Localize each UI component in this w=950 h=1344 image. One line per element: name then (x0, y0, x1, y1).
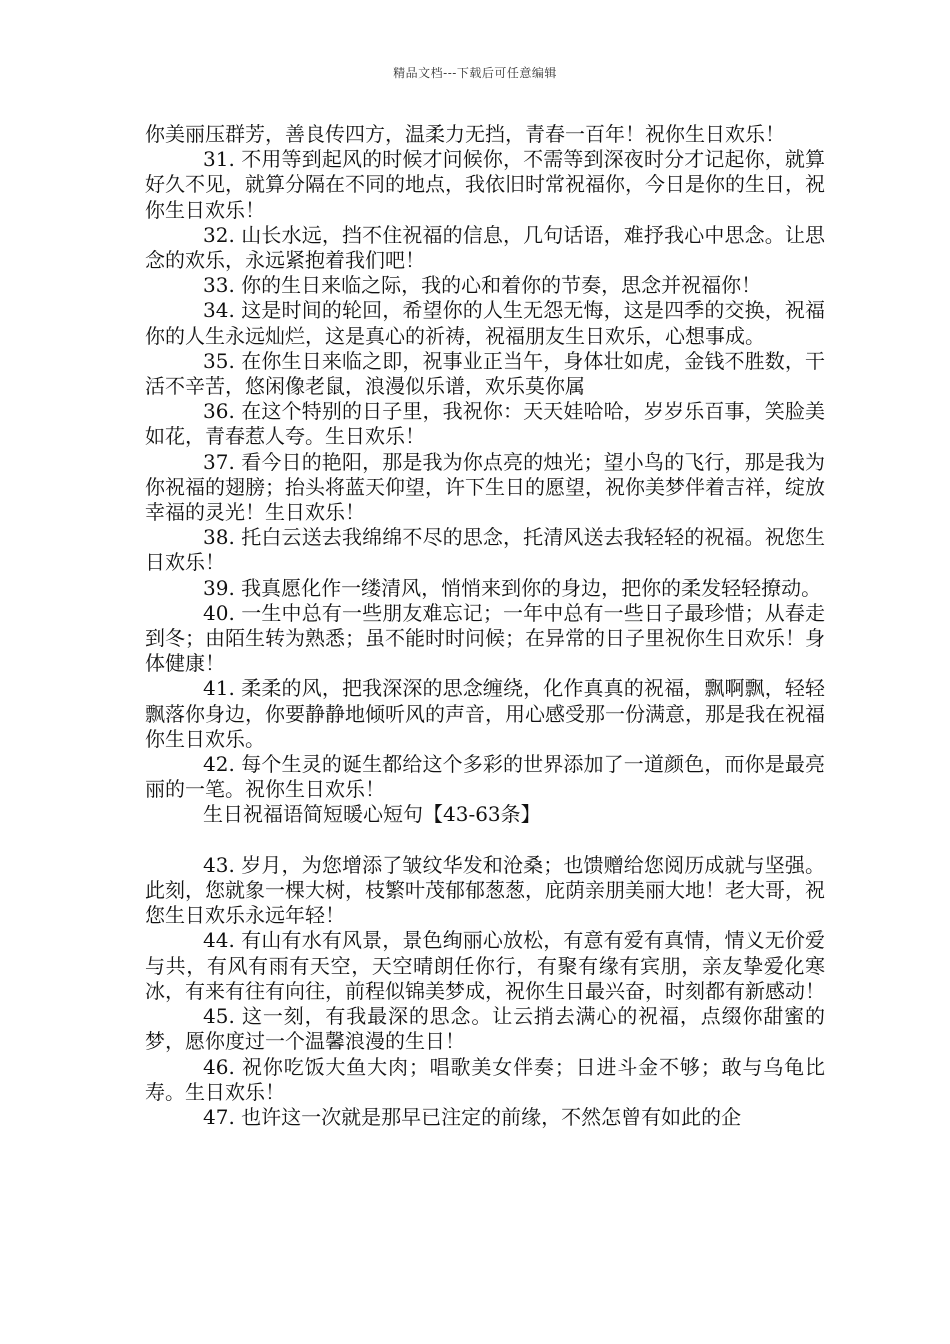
paragraph-37: 37. 看今日的艳阳，那是我为你点亮的烛光；望小鸟的飞行，那是我为你祝福的翅膀；抬头将蓝天仰望，许下生日的愿望，祝你美梦伴着吉祥，绽放幸福的灵光！生日欢乐！ (145, 449, 825, 525)
paragraph-34: 34. 这是时间的轮回，希望你的人生无怨无悔，这是四季的交换，祝福你的人生永远灿烂，这是真心的祈祷，祝福朋友生日欢乐，心想事成。 (145, 298, 825, 348)
page-header: 精品文档---下载后可任意编辑 (393, 66, 557, 80)
paragraph-46: 46. 祝你吃饭大鱼大肉；唱歌美女伴奏；日进斗金不够；敢与乌龟比寿。生日欢乐！ (145, 1054, 825, 1104)
paragraph-36: 36. 在这个特别的日子里，我祝你：天天娃哈哈，岁岁乐百事，笑脸美如花，青春惹人夸。生日欢乐！ (145, 399, 825, 449)
section-heading: 生日祝福语简短暖心短句【43-63条】 (203, 802, 541, 827)
paragraph-47: 47. 也许这一次就是那早已注定的前缘，不然怎曾有如此的企 (203, 1104, 742, 1129)
paragraph-41: 41. 柔柔的风，把我深深的思念缠绕，化作真真的祝福，飘啊飘，轻轻飘落你身边，你要静静地倾听风的声音，用心感受那一份满意，那是我在祝福你生日欢乐。 (145, 676, 825, 751)
paragraph-33: 33. 你的生日来临之际，我的心和着你的节奏，思念并祝福你！ (203, 273, 762, 298)
paragraph-42: 42. 每个生灵的诞生都给这个多彩的世界添加了一道颜色，而你是最亮丽的一笔。祝你生日欢乐！ (145, 752, 825, 802)
paragraph-44: 44. 有山有水有风景，景色绚丽心放松，有意有爱有真情，情义无价爱与共，有风有雨有天空，天空晴朗任你行，有聚有缘有宾朋，亲友挚爱化寒冰，有来有往有向往，前程似锦美梦成，祝你生日最兴奋，时刻都有新感动！ (145, 928, 825, 1003)
paragraph-31: 31. 不用等到起风的时候才问候你，不需等到深夜时分才记起你，就算好久不见，就算分隔在不同的地点，我依旧时常祝福你，今日是你的生日，祝你生日欢乐！ (145, 147, 825, 222)
document-body (145, 122, 825, 1130)
paragraph-35: 35. 在你生日来临之即，祝事业正当午，身体壮如虎，金钱不胜数，干活不辛苦，悠闲像老鼠，浪漫似乐谱，欢乐莫你属 (145, 348, 825, 399)
paragraph-45: 45. 这一刻，有我最深的思念。让云捎去满心的祝福，点缀你甜蜜的梦，愿你度过一个温馨浪漫的生日！ (145, 1004, 825, 1054)
paragraph-43: 43. 岁月，为您增添了皱纹华发和沧桑；也馈赠给您阅历成就与坚强。此刻，您就象一棵大树，枝繁叶茂郁郁葱葱，庇荫亲朋美丽大地！老大哥，祝您生日欢乐永远年轻！ (145, 852, 825, 928)
paragraph-32: 32. 山长水远，挡不住祝福的信息，几句话语，难抒我心中思念。让思念的欢乐，永远紧抱着我们吧！ (145, 222, 825, 273)
paragraph-continuation: 你美丽压群芳，善良传四方，温柔力无挡，青春一百年！祝你生日欢乐！ (145, 122, 785, 146)
blank-line (145, 828, 825, 853)
paragraph-39: 39. 我真愿化作一缕清风，悄悄来到你的身边，把你的柔发轻轻撩动。 (203, 575, 822, 600)
paragraph-38: 38. 托白云送去我绵绵不尽的思念，托清风送去我轻轻的祝福。祝您生日欢乐！ (145, 525, 825, 575)
paragraph-40: 40. 一生中总有一些朋友难忘记；一年中总有一些日子最珍惜；从春走到冬；由陌生转为熟悉；虽不能时时问候；在异常的日子里祝你生日欢乐！身体健康！ (145, 600, 825, 676)
